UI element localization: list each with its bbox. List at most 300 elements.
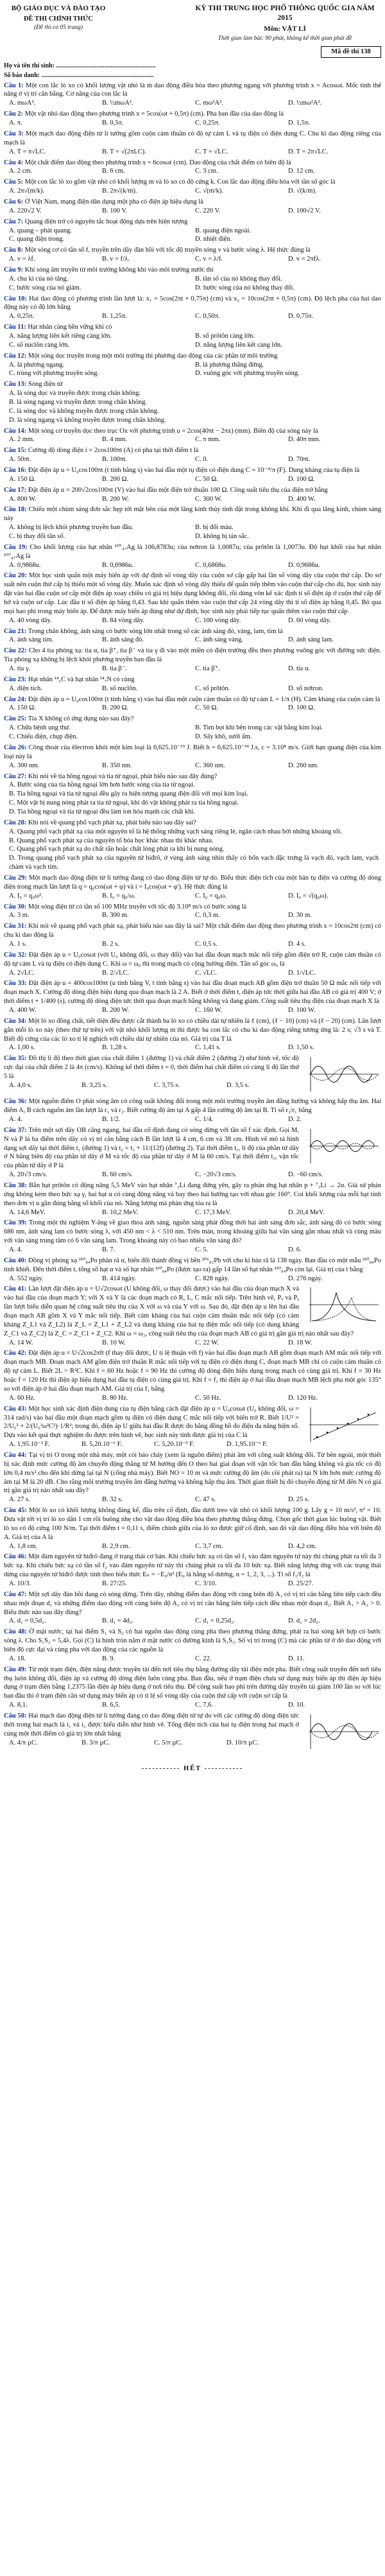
answer-option[interactable]: A. Quang phổ vạch phát xạ của một nguyên tố là hệ thống những vạch sáng riêng lẻ, ngăn cách nhau bởi những khoảng tối. [9,828,342,835]
answer-option[interactable]: D. 20,4 MeV. [288,1208,325,1216]
answer-option[interactable]: B. 350 nm. [102,761,132,769]
exam-header [4,4,381,42]
answer-option[interactable]: C. d₁ = 0,25d₂. [195,1617,235,1625]
answer-option[interactable]: D. là sóng ngang và không truyền được trong chân không. [9,416,166,424]
answer-option[interactable]: D. I₀ = √(q₀ω). [288,892,329,900]
question-text: Một con lắc lò xo gồm vật nhỏ có khối lượng m và lò xo có độ cứng k. Con lắc dao động điều hòa với tần số góc là [24,178,336,186]
answer-option[interactable]: C. π mm. [195,436,221,444]
answer-option[interactable]: A. 1 s. [9,940,27,948]
answer-option[interactable]: C. 0,5 s. [195,940,218,948]
answer-option[interactable]: B. 5,20.10⁻⁶ F. [81,1441,123,1449]
answer-option[interactable]: D. 40π mm. [288,436,321,444]
answer-options [9,1339,381,1348]
answer-option[interactable]: D. tia α. [288,665,311,673]
question-19 [4,543,381,570]
answer-option[interactable]: A. d₁ = 0,5d₂. [9,1617,46,1625]
question-text: Tại vị trí O trong một nhà máy, một còi báo cháy (xem là nguồn điểm) phát âm với công suất không đổi. Từ bên ngoài, một thiết bị xác định mức cường độ âm chuyển động thẳng từ M hướng đến O theo hai giai đoạn với vận tốc ban đầu bằng không và gia tốc có độ lớn 0,4 m/s² cho đến khi dừng lại tại N (cổng nhà máy). Biết NO = 10 m và mức cường độ âm (do còi phát ra) tại N lớn hơn mức cường độ âm tại M là 20 dB. Cho rằng môi trường truyền âm đẳng hướng và không hấp thụ âm. Thời gian thiết bị đó chuyển động từ M đến N có giá trị gần giá trị nào nhất sau đây? [4,1451,381,1495]
answer-options [9,781,381,816]
answer-options [9,1580,381,1588]
question-figure [304,1405,381,1445]
answer-option[interactable]: B. tia β⁻. [102,665,127,673]
question-label: Câu 1: [4,82,24,89]
answer-option[interactable]: D. 100 W. [288,1006,316,1014]
question-26 [4,744,381,770]
answer-option[interactable]: D. √(k/m). [288,187,317,195]
question-text: Trong một thí nghiệm Y-âng về giao thoa ánh sáng, nguồn sáng phát đồng thời hai ánh sáng đơn sắc, ánh sáng đỏ có bước sóng 686 nm, ánh sáng lam có bước sóng λ, với 450 nm < λ < 510 nm. Trên màn, trong khoảng giữa hai vân sáng gần nhau nhất và cùng màu với vân sáng trung tâm có 6 vân sáng lam. Trong khoảng này có bao nhiêu vân sáng đỏ? [4,1219,382,1245]
question-label: Câu 25: [4,715,27,723]
answer-option[interactable]: D. bước sóng của nó không thay đổi. [195,284,295,292]
question-text: Đặt điện áp u = U₀cos100πt (t tính bằng s) vào hai đầu một tụ điện có điện dung C = 10⁻⁴/π (F). Dung kháng của tụ điện là [28,467,360,474]
answer-options [9,1006,381,1015]
answer-option[interactable]: D. Sấy khô, sưởi ấm. [195,733,252,741]
answer-option[interactable]: D. nhiệt điện. [195,236,232,243]
answer-option[interactable]: D. 4 s. [288,940,306,948]
answer-option[interactable]: A. ánh sáng tím. [9,636,54,644]
answer-option[interactable]: B. bị đổi màu. [195,524,234,532]
answer-option[interactable]: C. 0,25π. [195,119,220,127]
question-36 [4,1097,381,1124]
question-label: Câu 11: [4,324,26,331]
answer-option[interactable]: B. 6 cm. [102,168,125,175]
answer-option[interactable]: C. tia β⁺. [195,665,220,673]
answer-option[interactable]: C. 1,41 s. [195,1044,221,1052]
question-28 [4,819,381,872]
answer-option[interactable]: A. điện tích. [9,684,42,692]
answer-option[interactable]: C. 3 cm. [195,168,218,175]
question-27 [4,772,381,817]
question-text: Quang điện trở có nguyên tắc hoạt động dựa trên hiện tượng [24,218,188,225]
answer-option[interactable]: B. Quang phổ vạch phát xạ của nguyên tố hóa học khác nhau thì khác nhau. [9,837,214,844]
question-label: Câu 21: [4,627,27,635]
answer-options [9,475,381,484]
answer-option[interactable]: B. là phương thẳng đứng. [195,361,264,369]
answer-option[interactable]: C. Quang phổ vạch phát xạ do chất rắn hoặc chất lỏng phát ra khi bị nung nóng. [9,846,225,853]
question-15 [4,446,381,464]
answer-option[interactable]: C. 22 W. [195,1339,219,1346]
question-37 [4,1126,381,1179]
answer-option[interactable]: C. T = √LC. [195,148,228,155]
answer-option[interactable]: A. năng lượng liên kết riêng càng lớn. [9,332,112,340]
question-text: Một học sinh xác định điện dung của tụ điện bằng cách đặt điện áp u = U₀cosωt (U₀ không đổi, ω = 314 rad/s) vào hai đầu một đoạn mạch gồm tụ điện có điện dung C mắc nối tiếp với biến trở R. Biết 1/U² = 2/U₀² + 2/(U₀²ω²C²)·1/R²; trong đó, điện áp U giữa hai đầu R được đo bằng đồng hồ đo điện đa năng hiện số. Dựa vào kết quả thực nghiệm đo được trên hình vẽ, học sinh này tính được giá trị của C là [4,1405,299,1440]
answer-option[interactable]: D. 30 m. [288,912,312,919]
question-6 [4,198,381,216]
answer-option[interactable]: A. quang – phát quang. [9,227,72,234]
question-label: Câu 6: [4,198,24,205]
graph50-figure [304,1712,381,1752]
answer-option[interactable]: D. 120 Hz. [288,1394,318,1402]
answer-options [9,1739,299,1748]
answer-option[interactable]: D. Tia hồng ngoại và tia tử ngoại đều làm ion hóa mạnh các chất khí. [9,808,196,815]
question-label: Câu 8: [4,247,24,254]
question-42 [4,1349,381,1402]
answer-option[interactable]: B. 6,5. [102,1701,121,1709]
answer-options [9,332,381,350]
answer-option[interactable]: A. 20√3 cm/s. [9,1171,47,1179]
question-figure [304,1054,381,1094]
answer-option[interactable]: C. 1/4. [195,1116,214,1123]
answer-option[interactable]: C. 3/10. [195,1580,217,1587]
answer-option[interactable]: B. 1,28 s. [102,1044,128,1052]
question-20 [4,571,381,625]
answer-option[interactable]: B. 1/2. [102,1116,121,1123]
answer-options [9,665,381,674]
question-14 [4,427,381,445]
answer-option[interactable]: D. T = 2π√LC. [288,148,329,155]
answer-option[interactable]: B. 200 Ω. [102,704,129,712]
answer-option[interactable]: D. không bị tán sắc. [195,533,249,541]
answer-option[interactable]: B. 2π√(k/m). [102,187,137,195]
question-text: Đặt điện áp u = 400cos100πt (u tính bằng V, t tính bằng s) vào hai đầu đoạn mạch AB gồm điện trở thuần 50 Ω mắc nối tiếp với đoạn mạch X. Cường độ dòng điện hiệu dụng qua đoạn mạch là 2 A. Biết ở thời điểm t, điện áp tức thời giữa hai đầu AB có giá trị 400 V; ở thời điểm t + 1/400 (s), cường độ dòng điện tức thời qua đoạn mạch bằng không và đang giảm. Công suất tiêu thụ điện của đoạn mạch X là [4,980,382,1005]
answer-options [9,435,381,444]
answer-option[interactable]: B. d₁ = 4d₂. [102,1617,134,1625]
answer-option[interactable]: B. ánh sáng đỏ. [102,636,144,644]
answer-option[interactable]: B. 100πt. [102,456,127,464]
question-text: Một sóng dọc truyền trong một môi trường thì phương dao động của các phần tử môi trường [28,352,278,360]
question-label: Câu 33: [4,980,27,988]
question-30 [4,903,381,921]
question-label: Câu 35: [4,1055,27,1063]
answer-option[interactable]: A. 8,1. [9,1701,28,1709]
answer-option[interactable]: B. Tia hồng ngoại và tia tử ngoại đều gây ra hiện tượng quang điện đối với mọi kim loại. [9,790,248,798]
data-point [368,1413,370,1415]
answer-option[interactable]: A. chu kì của nó tăng. [9,275,69,283]
question-text: Một sóng cơ có tần số f, truyền trên dây đàn hồi với tốc độ truyền sóng v và bước sóng λ. Hệ thức đúng là [24,247,311,254]
question-label: Câu 18: [4,506,27,514]
answer-option[interactable]: D. v = 2πfλ. [288,256,321,263]
answer-option[interactable]: D. 1,95.10⁻⁶ F. [227,1441,268,1449]
answer-option[interactable]: B. Tìm bọt khí bên trong các vật bằng kim loại. [195,724,323,732]
answer-option[interactable]: C. 360 nm. [195,761,225,769]
answer-option[interactable]: B. 414 ngày. [102,1275,136,1282]
question-text: Một vật nhỏ dao động theo phương trình x = 5cos(ωt + 0,5π) (cm). Pha ban đầu của dao động là [24,110,284,118]
answer-option[interactable]: C. 220 V. [195,207,221,214]
answer-option[interactable]: A. 2√LC. [9,969,35,977]
answer-option[interactable]: D. Trong quang phổ vạch phát xạ của nguyên tử hiđrô, ở vùng ánh sáng nhìn thấy có bốn vạch đặc trưng là vạch đỏ, vạch lam, vạch chàm và vạch tím. [9,855,379,871]
answer-option[interactable]: B. v = f/λ. [102,256,130,263]
answer-option[interactable]: A. 1,00 s. [9,1044,35,1052]
answer-option[interactable]: C. 0,50π. [195,313,220,320]
answer-option[interactable]: B. I₀ = q₀/ω. [102,892,135,900]
answer-option[interactable]: C. 50 Hz. [195,1394,221,1402]
answer-option[interactable]: D. 0,75π. [288,313,314,320]
answer-option[interactable]: D. 1,5π. [288,119,310,127]
answer-option[interactable]: A. 2 cm. [9,168,33,175]
answer-option[interactable]: B. 3,25 s. [81,1081,107,1089]
answer-option[interactable]: A. 300 nm. [9,761,40,769]
answer-option[interactable]: B. là sóng ngang và truyền được trong chân không. [9,398,148,406]
question-label: Câu 7: [4,218,24,225]
answer-option[interactable]: C. 22. [195,1655,212,1662]
answer-option[interactable]: A. 552 ngày. [9,1275,44,1282]
answer-option[interactable]: C. 0,3 m. [195,912,220,919]
question-49 [4,1666,381,1710]
answer-option[interactable]: B. số nuclôn. [102,684,138,692]
answer-option[interactable]: D. −60 cm/s. [288,1171,323,1179]
answer-option[interactable]: A. 3 m. [9,912,30,919]
answer-option[interactable]: A. 14,6 MeV. [9,1208,46,1216]
answer-option[interactable]: D. 12 cm. [288,168,315,175]
answer-option[interactable]: C. 7,6. [195,1701,214,1709]
answer-option[interactable]: B. 0,6986u. [102,561,134,569]
answer-option[interactable]: D. 25 s. [288,1496,309,1504]
question-48 [4,1628,381,1663]
answer-option[interactable]: D. 1/√LC. [288,969,316,977]
answer-option[interactable]: B. 2,9 cm. [102,1542,130,1550]
answer-options [9,187,381,196]
answer-option[interactable]: D. 260 nm. [288,761,319,769]
answer-option[interactable]: B. 3/π µC. [81,1739,110,1746]
answer-option[interactable]: B. ½mωA². [102,100,133,107]
answer-options [9,684,381,693]
answer-option[interactable]: D. năng lượng liên kết càng lớn. [195,341,282,349]
question-10 [4,295,381,322]
answer-option[interactable]: A. 18. [9,1655,26,1662]
answer-option[interactable]: C. bước sóng của nó giảm. [9,284,81,292]
answer-option[interactable]: A. I₀ = q₀ω². [9,892,43,900]
answer-option[interactable]: B. 200 Ω. [102,475,129,483]
question-text: Khi sóng âm truyền từ môi trường không khí vào môi trường nước thì [24,266,214,274]
exam-time: Thời gian làm bài: 90 phút, không kể thời gian phát đề [218,35,352,42]
answer-option[interactable]: B. 9. [102,1655,116,1662]
answer-option[interactable]: D. 276 ngày. [288,1275,323,1282]
question-text: Đồng vị phóng xạ ²¹⁰₈₄Po phân rã α, biến đổi thành đồng vị bền ²⁰⁶₈₂Pb với chu kì bán rã là 138 ngày. Ban đầu có một mẫu ²¹⁰₈₄Po tinh khiết. Đến thời điểm t, tổng số hạt α và số hạt nhân ²¹⁰₈₄Po (được tạo ra) gấp 14 lần số hạt nhân ²¹⁰₈₄Po còn lại. Giá trị của t bằng [4,1257,381,1273]
question-label: Câu 45: [4,1507,27,1515]
answer-option[interactable]: B. 84 vòng dây. [102,616,145,624]
answer-option[interactable]: D. 25/27. [288,1580,314,1587]
answer-option[interactable]: C. là sóng dọc và không truyền được trong chân không. [9,407,159,415]
question-33 [4,979,381,1014]
answer-option[interactable]: D. vuông góc với phương truyền sóng. [195,370,300,378]
answer-option[interactable]: A. 50πt. [9,456,31,464]
answer-option[interactable]: A. 0,25π. [9,313,35,320]
answer-option[interactable]: A. 2 mm. [9,436,35,444]
answer-option[interactable]: B. 0,5π. [102,119,124,127]
answer-option[interactable]: A. 27 s. [9,1496,30,1504]
answer-option[interactable]: D. 60 vòng dây. [288,616,331,624]
answer-option[interactable]: C. 160 W. [195,1006,223,1014]
answer-option[interactable]: D. 70πt. [288,456,311,464]
answer-option[interactable]: A. Chữa bệnh ung thư. [9,724,71,732]
answer-option[interactable]: D. 1,50 s. [288,1044,314,1052]
answer-option[interactable]: C. −20√3 cm/s. [195,1171,237,1179]
answer-option[interactable]: C. √LC. [195,969,218,977]
answer-option[interactable]: D. 18 W. [288,1339,312,1346]
answer-option[interactable]: B. 10,2 MeV. [102,1208,139,1216]
answer-option[interactable]: A. là phương ngang. [9,361,65,369]
question-text: Ở mặt nước, tại hai điểm S₁ và S₂ có hai nguồn dao động cùng pha theo phương thẳng đứng, phát ra hai sóng kết hợp có bước sóng λ. Cho S₁S₂ = 5,4λ. Gọi (C) là hình tròn nằm ở mặt nước có đường kính là S₁S₂. Số vị trí trong (C) mà các phần tử ở đó dao động với biên độ cực đại và cùng pha với dao động của các nguồn là [4,1628,381,1653]
answer-option[interactable]: D. 3,5 s. [227,1081,250,1089]
answer-option[interactable]: A. 10/3. [9,1580,31,1587]
question-1 [4,82,381,109]
answer-option[interactable]: C. 0,6868u. [195,561,227,569]
answer-option[interactable]: A. Bước sóng của tia hồng ngoại lớn hơn bước sóng của tia tử ngoại. [9,781,195,789]
answer-option[interactable]: A. mωA². [9,100,36,107]
answer-option[interactable]: D. 6. [288,1246,302,1254]
question-label: Câu 9: [4,266,24,274]
answer-options [9,1701,381,1710]
answer-option[interactable]: C. I₀ = q₀ω. [195,892,227,900]
answer-options [9,495,381,504]
answer-option[interactable]: A. là sóng dọc và truyền được trong chân không. [9,390,141,397]
answer-option[interactable]: A. 14 W. [9,1339,33,1346]
answer-options [9,1440,299,1449]
answer-option[interactable]: C. mω²A². [195,100,223,107]
question-50 [4,1712,381,1753]
answer-option[interactable]: B. 2 s. [102,940,119,948]
answer-option[interactable]: C. √(m/k). [195,187,223,195]
question-43 [4,1405,381,1449]
answer-options [9,561,381,570]
answer-option[interactable]: A. 150 Ω. [9,704,36,712]
answer-options [9,1171,381,1179]
answer-option[interactable]: A. 800 W. [9,495,37,503]
answer-option[interactable]: D. số nơtron. [288,684,324,692]
answer-option[interactable]: D. 10/π µC. [227,1739,259,1746]
answer-option[interactable]: C. ánh sáng vàng. [195,636,243,644]
answer-options [9,1043,381,1052]
answer-options [9,1617,381,1626]
answer-option[interactable]: A. 4. [9,1246,22,1254]
question-31 [4,922,381,949]
answer-option[interactable]: D. 10. [288,1701,305,1709]
answer-option[interactable]: A. 150 Ω. [9,475,36,483]
answer-option[interactable]: D. 100 Ω. [288,704,315,712]
answer-option[interactable]: B. 80 Hz. [102,1394,128,1402]
answer-option[interactable]: A. T = π√LC. [9,148,46,155]
answer-option[interactable]: A. π. [9,119,22,127]
answer-option[interactable]: A. 1,95.10⁻³ F. [9,1441,50,1449]
answer-option[interactable]: C. quang điện trong. [9,236,65,243]
answer-option[interactable]: B. 7. [102,1246,116,1254]
question-9 [4,266,381,293]
answer-option[interactable]: A. 4. [9,1116,22,1123]
question-label: Câu 29: [4,874,27,882]
answer-option[interactable]: C. 0. [195,456,209,464]
answer-options [9,911,381,920]
answer-option[interactable]: B. 10 W. [102,1339,126,1346]
question-text: Từ một trạm điện, điện năng được truyền tải đến nơi tiêu thụ bằng đường dây tải điện một pha. Biết công suất truyền đến nơi tiêu thụ luôn không đổi, điện áp và cường độ dòng điện luôn cùng pha. Ban đầu, nếu ở trạm điện chưa sử dụng máy biến áp thì điện áp hiệu dụng ở trạm điện bằng 1,2375 lần điện áp hiệu dụng ở nơi tiêu thụ. Để công suất hao phí trên đường dây truyền tải giảm 100 lần so với lúc ban đầu thì ở trạm điện cần sử dụng máy biến áp có tỉ lệ số vòng dây của cuộn thứ cấp với cuộn sơ cấp là [4,1666,382,1700]
answer-option[interactable]: A. 60 Hz. [9,1394,35,1402]
answer-option[interactable]: C. trùng với phương truyền sóng. [9,370,99,378]
answer-option[interactable]: D. ½mω²A². [288,100,322,107]
answer-option[interactable]: C. 5,20.10⁻³ F. [154,1441,194,1449]
answer-option[interactable]: A. 1,8 cm. [9,1542,38,1550]
answer-option[interactable]: B. tần số của nó không thay đổi. [195,275,282,283]
answer-option[interactable]: A. 4,0 s. [9,1081,32,1089]
answer-option[interactable]: C. 3,7 cm. [195,1542,223,1550]
answer-option[interactable]: B. số prôtôn càng lớn. [195,332,255,340]
answer-option[interactable]: C. 50 Ω. [195,704,218,712]
answer-option[interactable]: D. ánh sáng lam. [288,636,334,644]
answer-option[interactable]: D. 11. [288,1655,305,1662]
answer-option[interactable]: C. 47 s. [195,1496,216,1504]
question-11 [4,323,381,350]
question-45 [4,1506,381,1551]
answer-option[interactable]: A. 4/π µC. [9,1739,38,1746]
answer-option[interactable]: C. Một vật bị nung nóng phát ra tia tử ngoại, khi đó vật không phát ra tia hồng ngoại. [9,799,239,807]
exam-page [4,0,381,1780]
answer-options [9,1208,381,1217]
answer-option[interactable]: C. 828 ngày. [195,1275,229,1282]
answer-options [9,255,381,264]
answer-option[interactable]: B. 1,25π. [102,313,127,320]
answer-option[interactable]: B. 200 W. [102,1006,130,1014]
exam-end-marker: ----------- HẾT ----------- [141,1765,244,1772]
answer-option[interactable]: A. 40 vòng dây. [9,616,52,624]
answer-option[interactable]: B. 300 m. [102,912,129,919]
answer-option[interactable]: D. 100 Ω. [288,475,315,483]
answer-option[interactable]: A. v = λf. [9,256,35,263]
answer-option[interactable]: B. 32 s. [102,1496,123,1504]
graph43-figure [304,1405,381,1445]
question-text: Một sóng điện từ có tần số 100 MHz truyền với tốc độ 3.10⁸ m/s có bước sóng là [28,903,247,910]
question-text: Tia X không có ứng dụng nào sau đây? [28,715,134,723]
question-figure [304,1712,381,1752]
answer-option[interactable]: B. quang điện ngoài. [195,227,252,234]
answer-options [9,892,381,901]
answer-option[interactable]: A. 2π√(m/k). [9,187,45,195]
curve-px [312,1292,376,1321]
answer-options [9,389,381,424]
answer-option[interactable]: C. 5. [195,1246,209,1254]
answer-option[interactable]: C. 300 W. [195,495,223,503]
question-label: Câu 37: [4,1126,27,1134]
answer-option[interactable]: C. v = λ/f. [195,256,223,263]
question-label: Câu 27: [4,772,27,780]
answer-options [9,1655,381,1664]
answer-option[interactable]: B. 27/25. [102,1580,127,1587]
answer-option[interactable]: D. 4,2 cm. [288,1542,317,1550]
answer-option[interactable]: D. 2. [288,1116,302,1123]
answer-option[interactable]: A. 220√2 V. [9,207,42,214]
answer-option[interactable]: C. Chiếu điện, chụp điện. [9,733,78,741]
question-text: Cho 4 tia phóng xạ: tia α, tia β⁺, tia β⁻ và tia γ đi vào một miền có điện trường đều theo phương vuông góc với đường sức điện. Tia phóng xạ không bị lệch khỏi phương truyền ban đầu là [4,647,381,664]
answer-option[interactable]: C. 100 vòng dây. [195,616,241,624]
answer-option[interactable]: C. 17,3 MeV. [195,1208,232,1216]
question-text: Hạt nhân ¹⁴₆C và hạt nhân ¹⁴₇N có cùng [28,675,135,683]
answer-option[interactable]: A. tia γ. [9,665,31,673]
answer-option[interactable]: C. 5/π µC. [154,1739,183,1746]
ministry-name: BỘ GIÁO DỤC VÀ ĐÀO TẠO [11,4,106,12]
question-text: Cường độ dòng điện i = 2cos100πt (A) có pha tại thời điểm t là [28,447,199,455]
question-text: Một đám nguyên tử hiđrô đang ở trạng thái cơ bản. Khi chiếu bức xạ có tần số f₁ vào đám nguyên tử này thì chúng phát ra tối đa 3 bức xạ. Khi chiếu bức xạ có tần số f₂ vào đám nguyên tử này thì chúng phát ra tối đa 10 bức xạ. Biết năng lượng ứng với các trạng thái dừng của nguyên tử hiđrô được tính theo biểu thức Eₙ = −E₀/n² (E₀ là hằng số dương, n = 1, 2, 3, ...). Tỉ số f₁/f₂ là [4,1553,382,1579]
answer-options [9,312,381,321]
answer-option[interactable]: B. 100 V. [102,207,128,214]
answer-option[interactable]: D. d₁ = 2d₂. [288,1617,320,1625]
question-label: Câu 3: [4,130,24,137]
answer-option[interactable]: A. 0,9868u. [9,561,41,569]
answer-option[interactable]: D. 100√2 V. [288,207,321,214]
question-label: Câu 34: [4,1017,27,1025]
answer-option[interactable]: C. 50 Ω. [195,475,218,483]
answer-option[interactable]: B. 200 W. [102,495,130,503]
answer-option[interactable]: D. 0,9686u. [288,561,320,569]
answer-option[interactable]: B. 4 mm. [102,436,128,444]
answer-option[interactable]: B. T = √(2πLC). [102,148,146,155]
student-id-line: Số báo danh: ...................................................................... [4,72,154,80]
answer-option[interactable]: B. 60 cm/s. [102,1171,133,1179]
answer-option[interactable]: B. 2/√LC. [102,969,130,977]
answer-option[interactable]: C. bị thay đổi tần số. [9,533,65,541]
question-text: Khi nói về quang phổ vạch phát xạ, phát biểu nào sau đây là sai? Một chất điểm dao động theo phương trình x = 10cos2πt (cm) có chu kì dao động là [4,923,382,939]
answer-option[interactable]: C. số prôtôn. [195,684,230,692]
answer-option[interactable]: C. số nuclôn càng lớn. [9,341,70,349]
answer-option[interactable]: C. 3,75 s. [154,1081,180,1089]
answer-option[interactable]: D. 400 W. [288,495,316,503]
answer-options [9,148,381,157]
answer-option[interactable]: A. 400 W. [9,1006,37,1014]
answer-option[interactable]: A. không bị lệch khỏi phương truyền ban đầu. [9,524,133,532]
